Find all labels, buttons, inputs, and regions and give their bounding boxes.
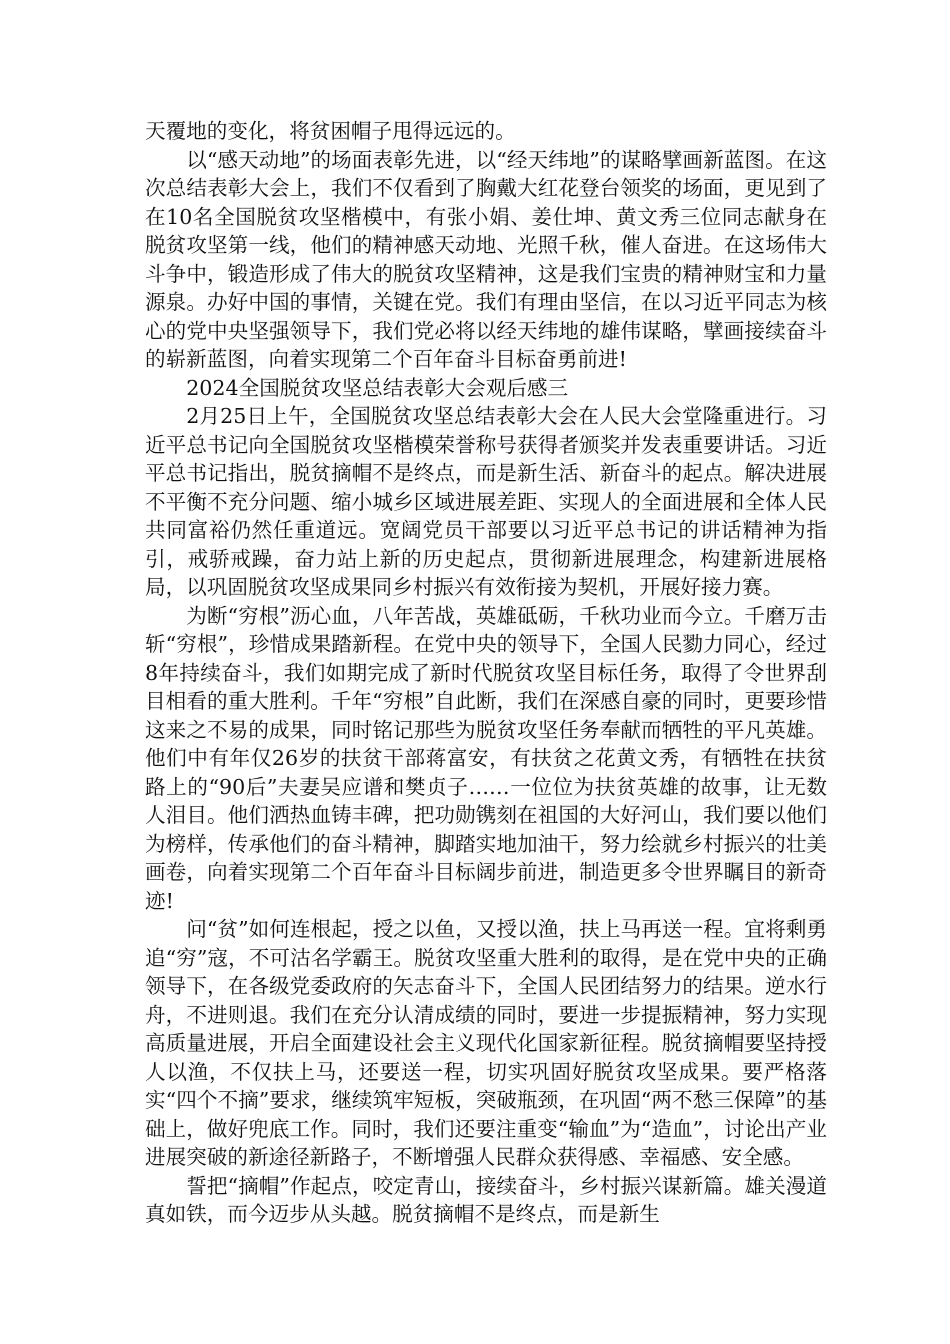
- paragraph-continuation: 天覆地的变化，将贫困帽子甩得远远的。: [145, 119, 516, 143]
- paragraph-fishing: 问“贫”如何连根起，授之以鱼，又授以渔，扶上马再送一程。宜将剩勇追“穷”寇，不可沽名学霸王。脱贫攻坚重大胜利的取得，是在党中央的正确领导下，在各级党委政府的矢志奋斗下，全国人民团结努力的结果。逆水行舟，不进则退。我们在充分认清成绩的同时，要进一步提振精神，努力实现高质量进展，开启全面建设社会主义现代化国家新征程。脱贫摘帽要坚持授人以渔，不仅扶上马，还要送一程，切实巩固好脱贫攻坚成果。要严格落实“四个不摘”要求，继续筑牢短板，突破瓶颈，在巩固“两不愁三保障”的基础上，做好兜底工作。同时，我们还要注重变“输血”为“造血”，讨论出产业进展突破的新途径新路子，不断增强人民群众获得感、幸福感、安全感。: [145, 917, 827, 1169]
- paragraph-conference: 2月25日上午，全国脱贫攻坚总结表彰大会在人民大会堂隆重进行。习近平总书记向全国脱贫攻坚楷模荣誉称号获得者颁奖并发表重要讲话。习近平总书记指出，脱贫摘帽不是终点，而是新生活、新奋斗的起点。解决进展不平衡不充分问题、缩小城乡区域进展差距、实现人的全面进展和全体人民共同富裕仍然任重道远。宽阔党员干部要以习近平总书记的讲话精神为指引，戒骄戒躁，奋力站上新的历史起点，贯彻新进展理念，构建新进展格局，以巩固脱贫攻坚成果同乡村振兴有效衔接为契机，开展好接力赛。: [145, 404, 827, 599]
- section-heading: 2024全国脱贫攻坚总结表彰大会观后感三: [186, 375, 569, 400]
- paragraph-blueprint: 以“感天动地”的场面表彰先进，以“经天纬地”的谋略擘画新蓝图。在这次总结表彰大会上，我们不仅看到了胸戴大红花登台领奖的场面，更见到了在10名全国脱贫攻坚楷模中，有张小娟、姜仕坤、黄文秀三位同志献身在脱贫攻坚第一线，他们的精神感天动地、光照千秋，催人奋进。在这场伟大斗争中，锻造形成了伟大的脱贫攻坚精神，这是我们宝贵的精神财宝和力量源泉。办好中国的事情，关键在党。我们有理由坚信，在以习近平同志为核心的党中央坚强领导下，我们党必将以经天纬地的雄伟谋略，擘画接续奋斗的崭新蓝图，向着实现第二个百年奋斗目标奋勇前进!: [145, 147, 827, 371]
- document-body: [145, 117, 827, 1229]
- paragraph-starting-point: 誓把“摘帽”作起点，咬定青山，接续奋斗，乡村振兴谋新篇。雄关漫道真如铁，而今迈步从头越。脱贫摘帽不是终点，而是新生: [145, 1173, 827, 1226]
- paragraph-poverty-root: 为断“穷根”沥心血，八年苦战，英雄砥砺，千秋功业而今立。千磨万击斩“穷根”，珍惜成果踏新程。在党中央的领导下，全国人民勠力同心，经过8年持续奋斗，我们如期完成了新时代脱贫攻坚目标任务，取得了令世界刮目相看的重大胜利。千年“穷根”自此断，我们在深感自豪的同时，更要珍惜这来之不易的成果，同时铭记那些为脱贫攻坚任务奉献而牺牲的平凡英雄。他们中有年仅26岁的扶贫干部蒋富安，有扶贫之花黄文秀，有牺牲在扶贫路上的“90后”夫妻吴应谱和樊贞子……一位位为扶贫英雄的故事，让无数人泪目。他们洒热血铸丰碑，把功勋镌刻在祖国的大好河山，我们要以他们为榜样，传承他们的奋斗精神，脚踏实地加油干，努力绘就乡村振兴的壮美画卷，向着实现第二个百年奋斗目标阔步前进，制造更多令世界瞩目的新奇迹!: [145, 603, 827, 913]
